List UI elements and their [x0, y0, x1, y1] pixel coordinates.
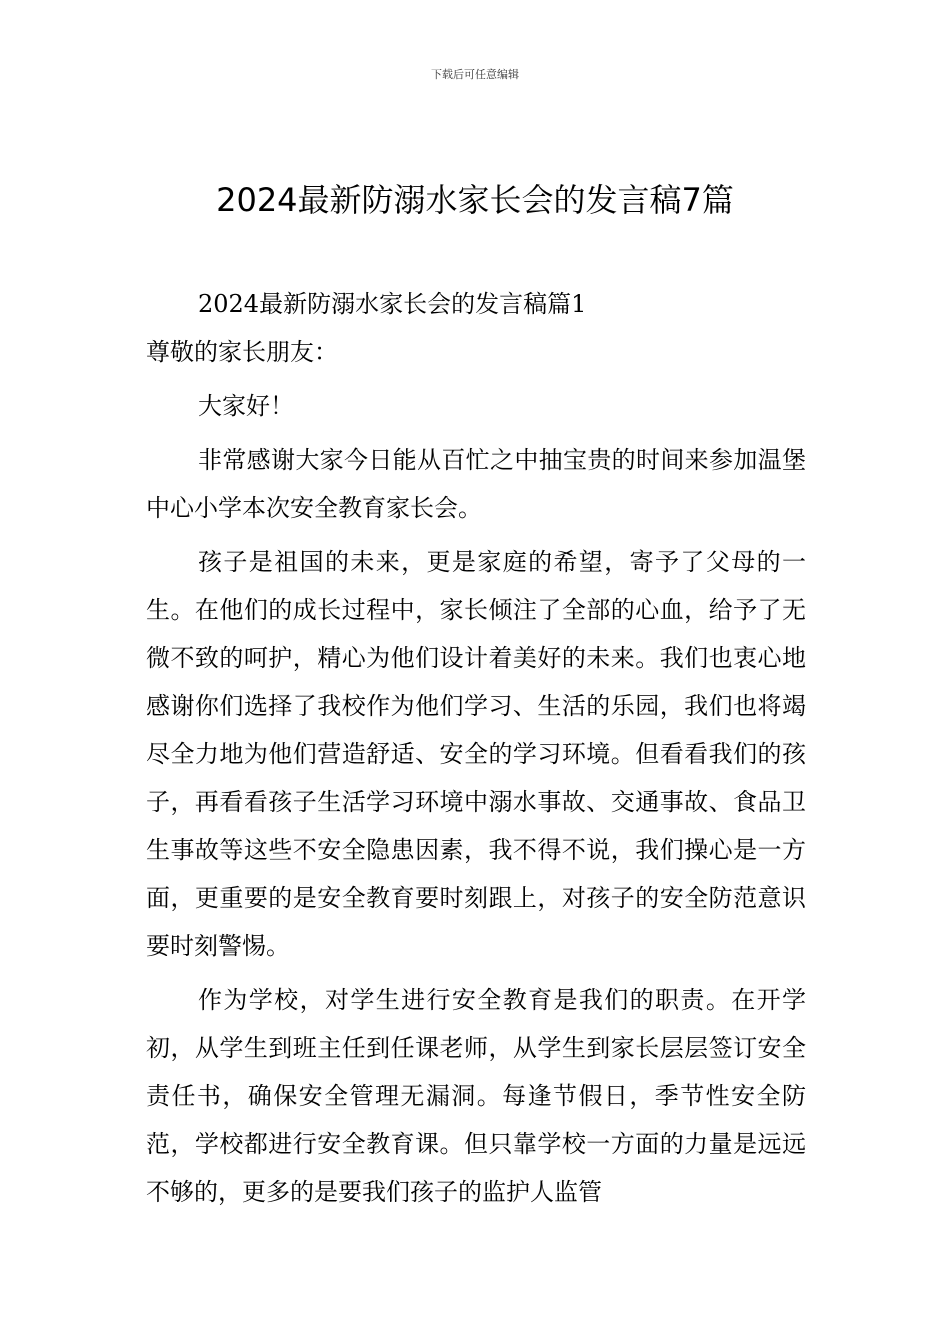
document-body	[146, 280, 806, 1216]
paragraph-3: 作为学校，对学生进行安全教育是我们的职责。在开学初，从学生到班主任到任课老师，从学生到家长层层签订安全责任书，确保安全管理无漏洞。每逢节假日，季节性安全防范，学校都进行安全教育课。但只靠学校一方面的力量是远远不够的，更多的是要我们孩子的监护人监管	[146, 986, 806, 1206]
document-title: 2024最新防溺水家长会的发言稿7篇	[216, 181, 734, 219]
greeting: 大家好！	[198, 392, 294, 420]
paragraph-1: 非常感谢大家今日能从百忙之中抽宝贵的时间来参加温堡中心小学本次安全教育家长会。	[146, 446, 806, 522]
paragraph-2: 孩子是祖国的未来，更是家庭的希望，寄予了父母的一生。在他们的成长过程中，家长倾注了全部的心血，给予了无微不致的呵护，精心为他们设计着美好的未来。我们也衷心地感谢你们选择了我校作为他们学习、生活的乐园，我们也将竭尽全力地为他们营造舒适、安全的学习环境。但看看我们的孩子，再看看孩子生活学习环境中溺水事故、交通事故、食品卫生事故等这些不安全隐患因素，我不得不说，我们操心是一方面，更重要的是安全教育要时刻跟上，对孩子的安全防范意识要时刻警惕。	[146, 548, 806, 960]
section-heading: 2024最新防溺水家长会的发言稿篇1	[198, 290, 587, 318]
page-header-note: 下载后可任意编辑	[431, 68, 519, 81]
salutation: 尊敬的家长朋友：	[146, 338, 338, 366]
